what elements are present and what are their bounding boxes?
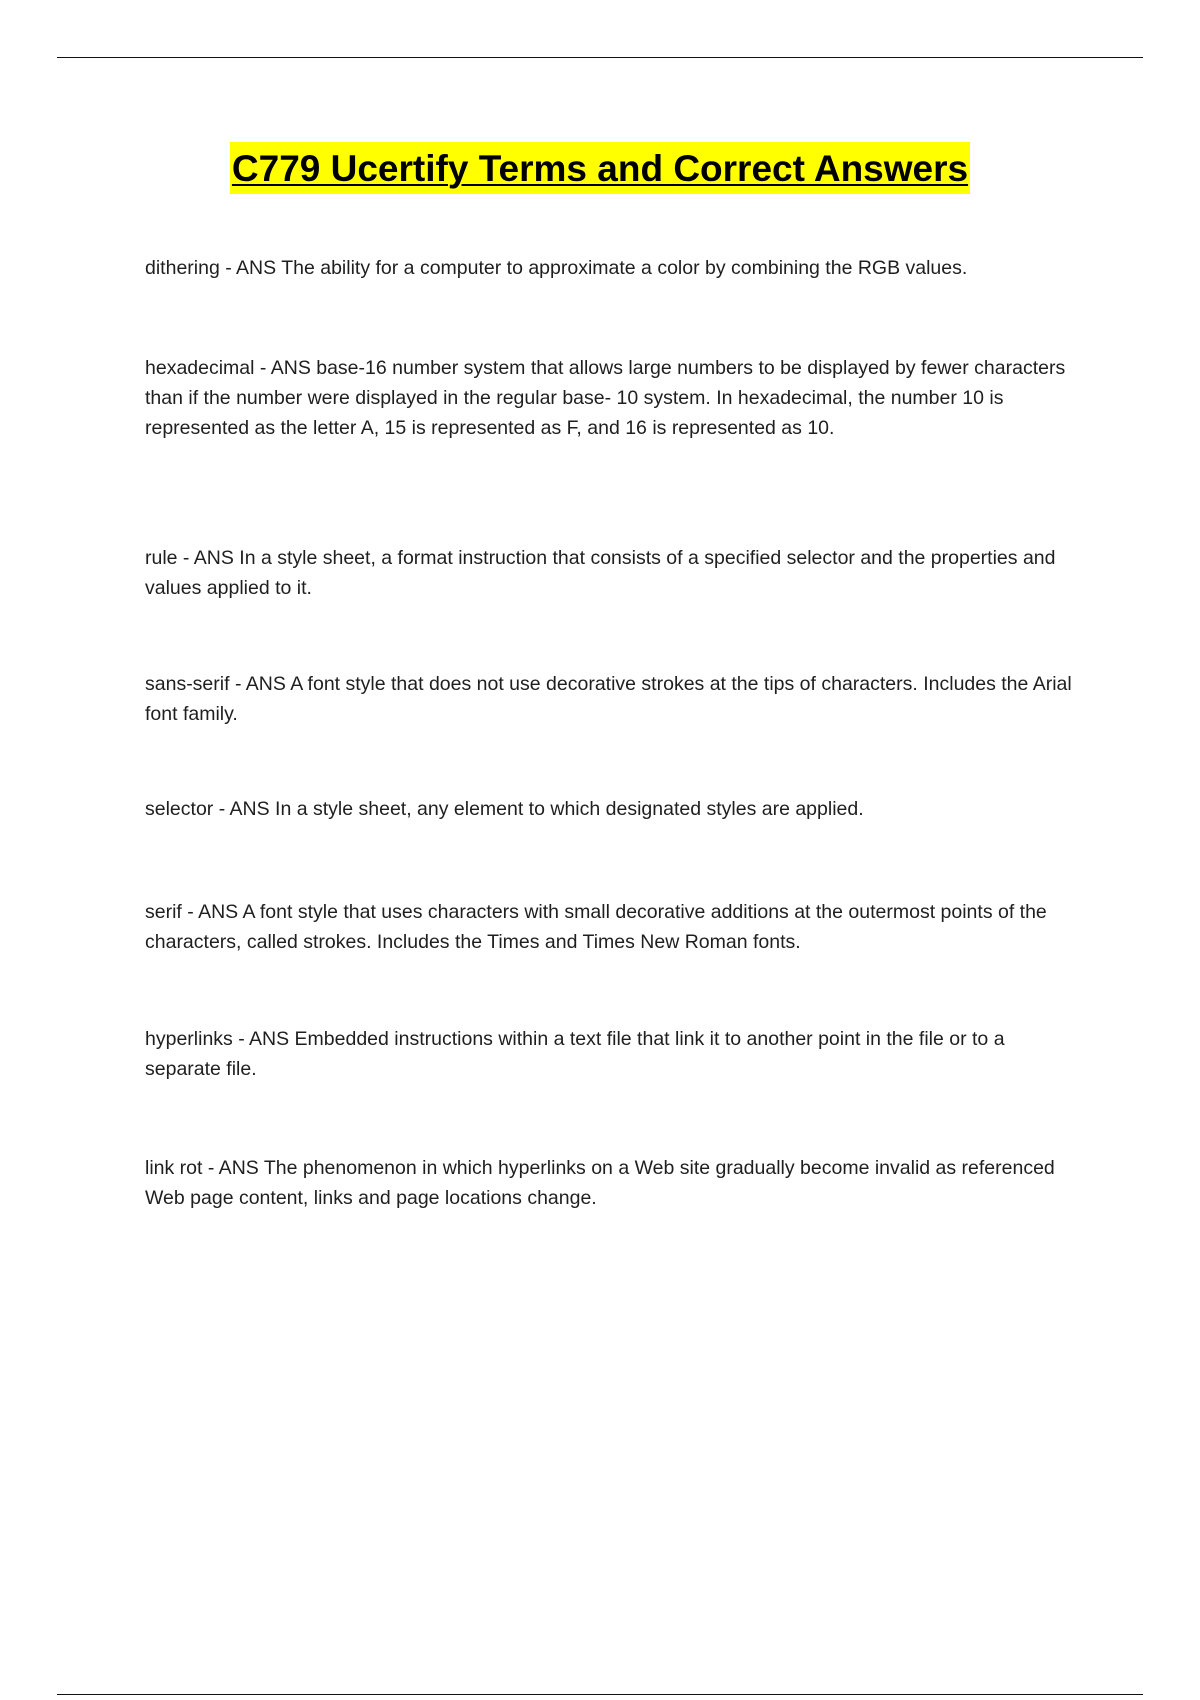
title-container bbox=[0, 142, 1200, 194]
bottom-divider bbox=[57, 1694, 1143, 1695]
glossary-entry-sans-serif: sans-serif - ANS A font style that does not use decorative strokes at the tips of characters. Includes the Arial font family. bbox=[145, 673, 1072, 725]
page-title: C779 Ucertify Terms and Correct Answers bbox=[230, 142, 970, 194]
glossary-entry-serif: serif - ANS A font style that uses characters with small decorative additions at the outermost points of the characters, called strokes. Includes the Times and Times New Roman fonts. bbox=[145, 901, 1047, 953]
top-divider bbox=[57, 57, 1143, 58]
glossary-entry-dithering: dithering - ANS The ability for a computer to approximate a color by combining the RGB values. bbox=[145, 257, 968, 279]
glossary-entry-link-rot: link rot - ANS The phenomenon in which hyperlinks on a Web site gradually become invalid as referenced Web page content, links and page locations change. bbox=[145, 1157, 1055, 1209]
glossary-entry-rule: rule - ANS In a style sheet, a format instruction that consists of a specified selector and the properties and values applied to it. bbox=[145, 547, 1056, 599]
glossary-entry-selector: selector - ANS In a style sheet, any element to which designated styles are applied. bbox=[145, 798, 864, 820]
glossary-entry-hyperlinks: hyperlinks - ANS Embedded instructions within a text file that link it to another point in the file or to a separate file. bbox=[145, 1028, 1005, 1080]
glossary-entry-hexadecimal: hexadecimal - ANS base-16 number system that allows large numbers to be displayed by fewer characters than if the number were displayed in the regular base- 10 system. In hexadecimal, the number 10 is represented as the letter A, 15 is represented as F, and 16 is represented as 10. bbox=[145, 357, 1066, 439]
